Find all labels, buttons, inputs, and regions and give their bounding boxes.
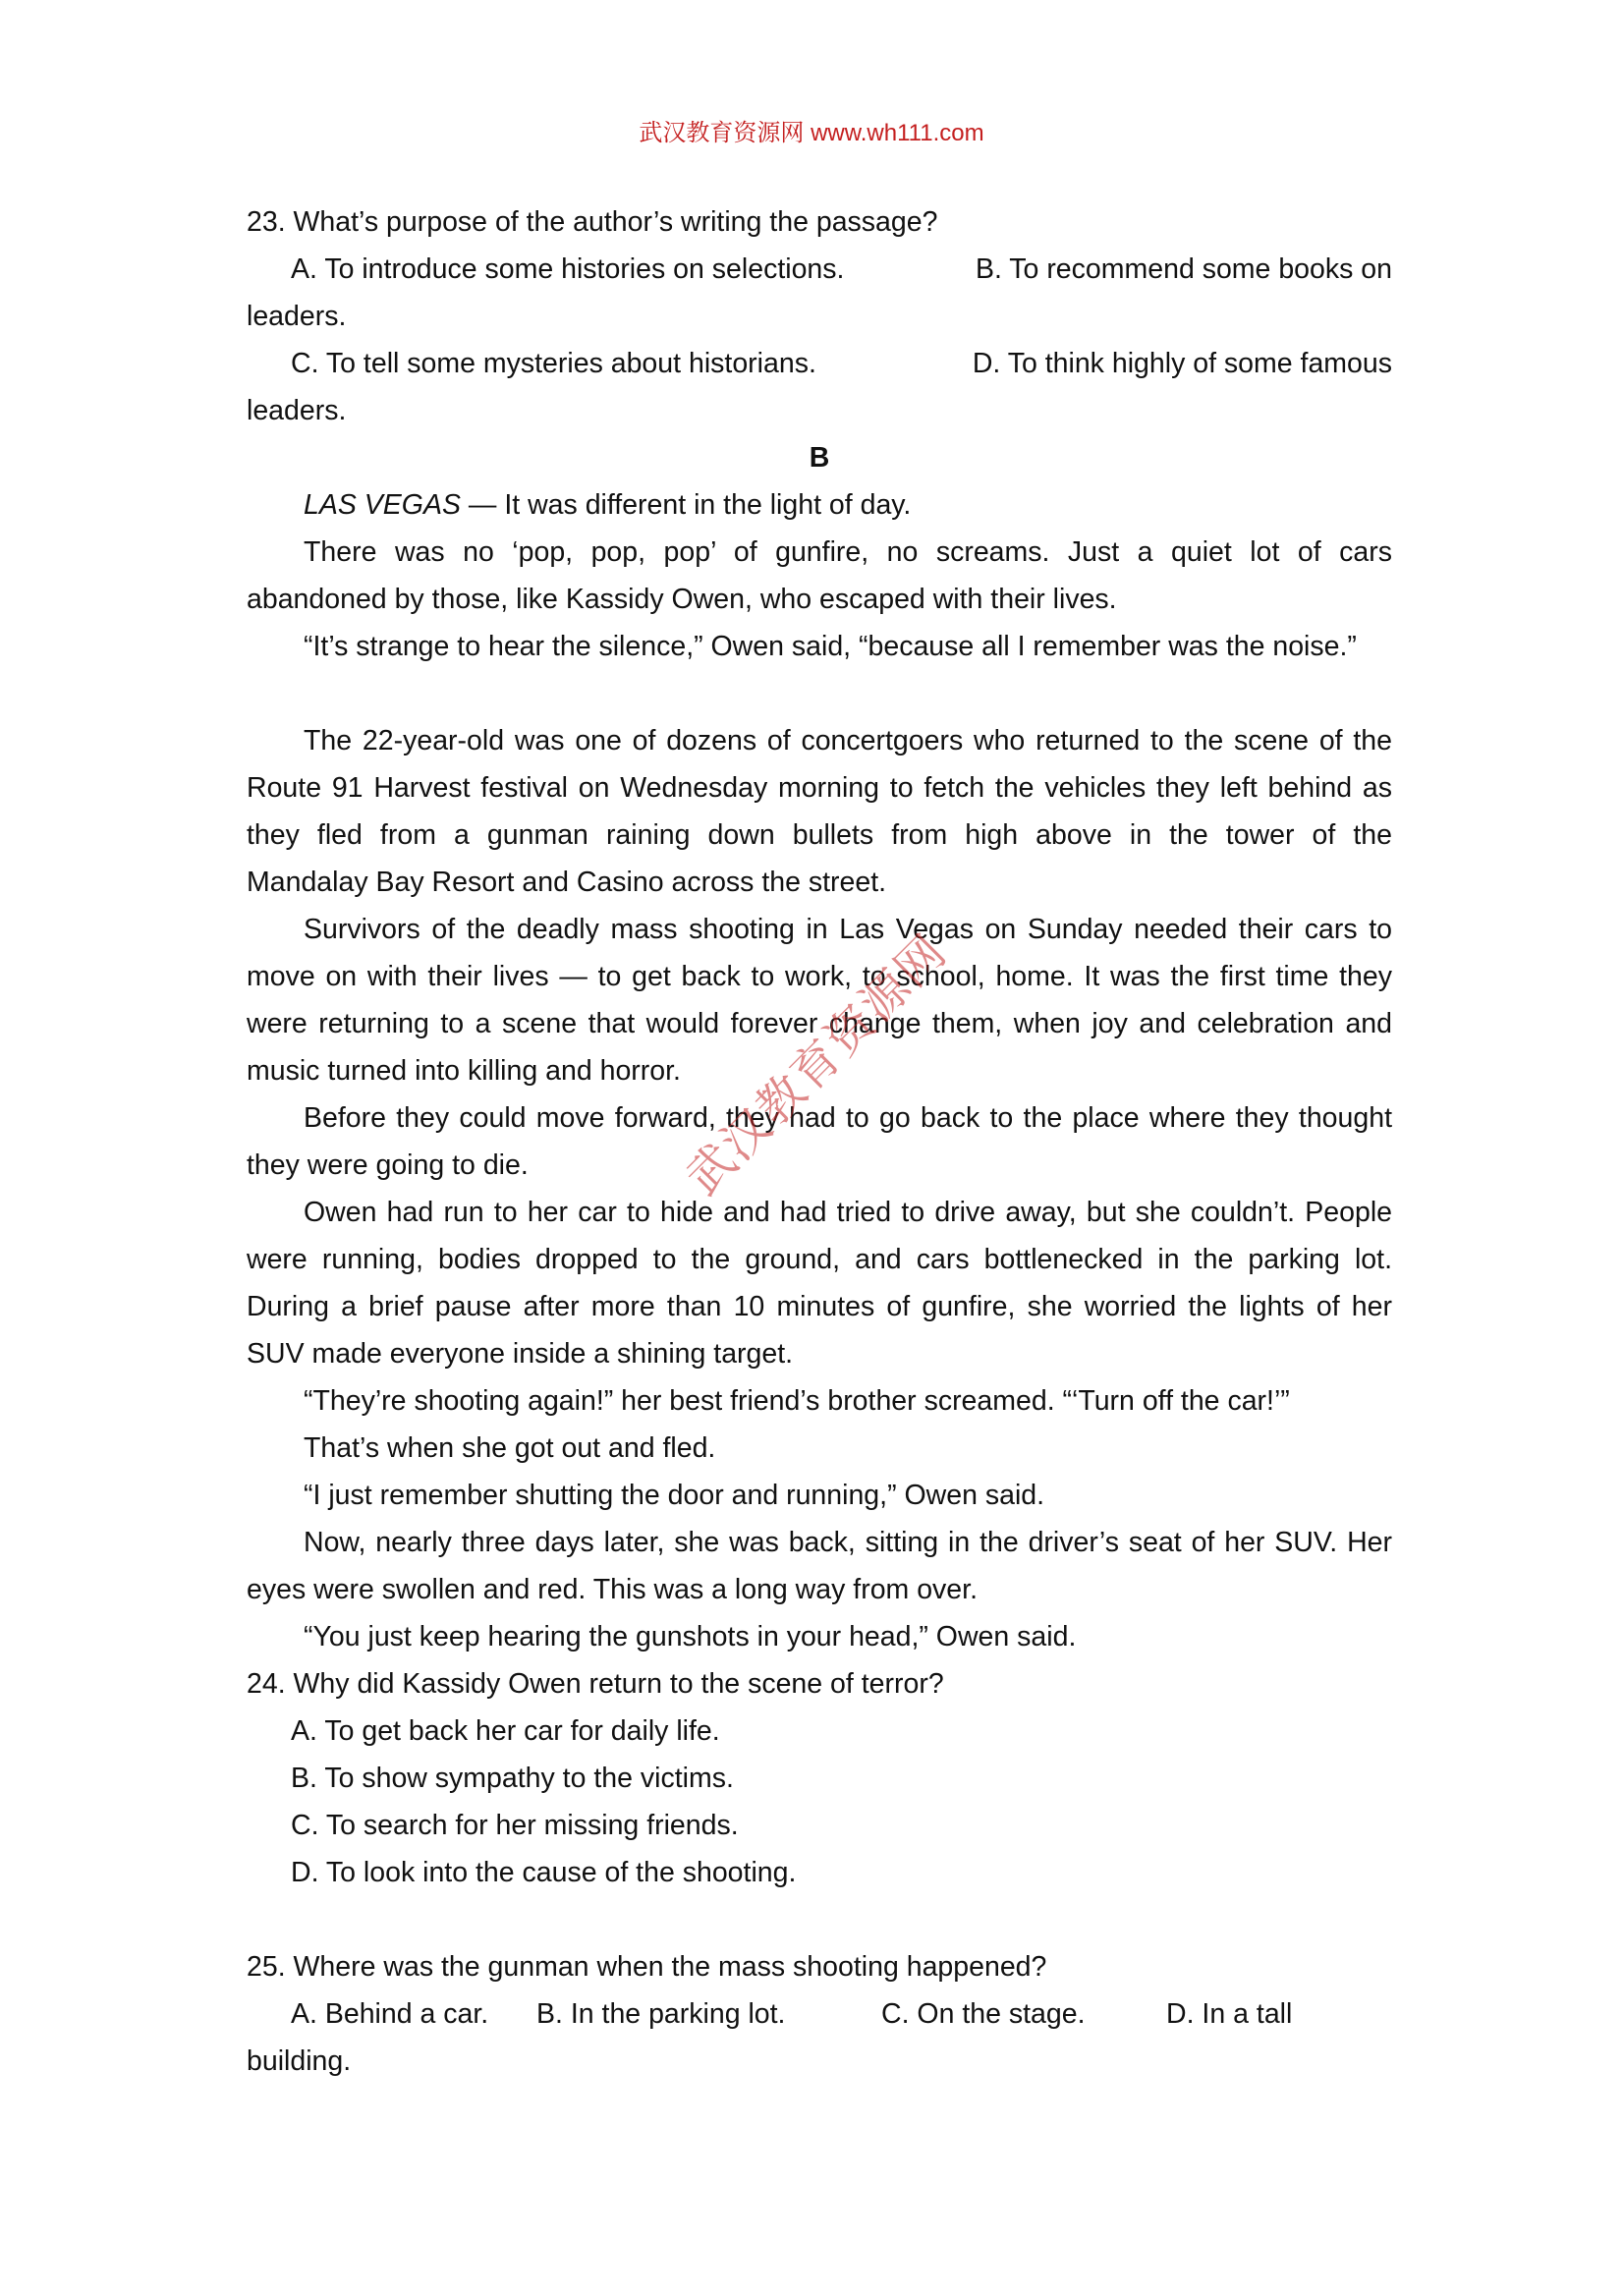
q23-option-a: A. To introduce some histories on selections. [291,253,845,285]
blank-line [247,1896,1392,1943]
q24-option-b: B. To show sympathy to the victims. [291,1763,734,1794]
passage-p6-line-2: they were going to die. [247,1149,529,1181]
passage-p6-line-1: Before they could move forward, they had to go back to the place where they thought [304,1102,1392,1134]
passage-p10: “I just remember shutting the door and running,” Owen said. [304,1480,1045,1511]
passage-p5-line-4: music turned into killing and horror. [247,1055,681,1087]
passage-p4-line-4: Mandalay Bay Resort and Casino across the street. [247,867,887,898]
document-body [247,198,1392,2085]
passage-p1-text: — It was different in the light of day. [461,489,912,521]
q25-option-d-word-4: tall [1256,1998,1293,2030]
q23-option-c: C. To tell some mysteries about historians. [291,348,816,379]
q24-option-d: D. To look into the cause of the shooting. [291,1857,797,1888]
passage-p7-line-2: were running, bodies dropped to the ground, and cars bottlenecked in the parking lot. [247,1244,1392,1275]
blank-line [247,670,1392,717]
passage-p9: That’s when she got out and fled. [304,1432,716,1464]
q25-option-d-cont: building. [247,2045,352,2077]
question-24-stem: 24. Why did Kassidy Owen return to the scene of terror? [247,1668,944,1700]
watermark-text: 武汉教育资源网 [675,924,958,1206]
question-23-options-row-2 [247,340,1392,387]
q23-option-b: B. To recommend some books on [975,253,1392,285]
dateline: LAS VEGAS [304,489,461,521]
passage-p5-line-2: move on with their lives — to get back to work, to school, home. It was the first time they [247,961,1392,992]
passage-p11-line-2: eyes were swollen and red. This was a long way from over. [247,1574,978,1605]
passage-p3: “It’s strange to hear the silence,” Owen said, “because all I remember was the noise.” [304,631,1357,662]
passage-p8: “They’re shooting again!” her best friend’s brother screamed. “‘Turn off the car!’” [304,1385,1290,1417]
passage-p7-line-4: SUV made everyone inside a shining target. [247,1338,794,1370]
question-25-stem: 25. Where was the gunman when the mass shooting happened? [247,1951,1047,1983]
q23-option-d: D. To think highly of some famous [972,348,1392,379]
q23-option-d-cont: leaders. [247,395,347,426]
q25-option-d-word-3: a [1233,1998,1249,2030]
q24-option-a: A. To get back her car for daily life. [291,1715,720,1747]
passage-p12: “You just keep hearing the gunshots in your head,” Owen said. [304,1621,1077,1652]
passage-p4-line-2: Route 91 Harvest festival on Wednesday morning to fetch the vehicles they left behind as [247,772,1392,804]
question-23-options-row-1 [247,246,1392,293]
page-header: 武汉教育资源网 www.wh111.com [639,120,984,146]
q23-option-b-cont: leaders. [247,301,347,332]
passage-p7-line-3: During a brief pause after more than 10 minutes of gunfire, she worried the lights of her [247,1291,1392,1322]
question-23-stem: 23. What’s purpose of the author’s writing the passage? [247,206,938,238]
q25-option-c: C. On the stage. [881,1998,1086,2030]
passage-p5-line-1: Survivors of the deadly mass shooting in Las Vegas on Sunday needed their cars to [304,914,1392,945]
passage-p4-line-1: The 22-year-old was one of dozens of concertgoers who returned to the scene of the [304,725,1392,756]
q24-option-c: C. To search for her missing friends. [291,1810,739,1841]
section-label: B [809,442,830,474]
q25-option-a: A. Behind a car. [291,1998,489,2030]
q25-option-d-word-1: D. [1166,1998,1195,2030]
passage-p2-line-2: abandoned by those, like Kassidy Owen, who escaped with their lives. [247,584,1117,615]
passage-p1 [247,481,1392,529]
q25-option-d-word-2: In [1202,1998,1226,2030]
q25-option-b: B. In the parking lot. [536,1998,786,2030]
q25-option-d [1166,1990,1392,2038]
passage-p7-line-1: Owen had run to her car to hide and had tried to drive away, but she couldn’t. People [304,1197,1392,1228]
passage-p11-line-1: Now, nearly three days later, she was back, sitting in the driver’s seat of her SUV. Her [304,1527,1392,1558]
passage-p5-line-3: were returning to a scene that would forever change them, when joy and celebration and [247,1008,1392,1039]
passage-p2-line-1: There was no ‘pop, pop, pop’ of gunfire, no screams. Just a quiet lot of cars [304,536,1392,568]
passage-p4-line-3: they fled from a gunman raining down bullets from high above in the tower of the [247,819,1392,851]
question-25-options-row [247,1990,1392,2038]
